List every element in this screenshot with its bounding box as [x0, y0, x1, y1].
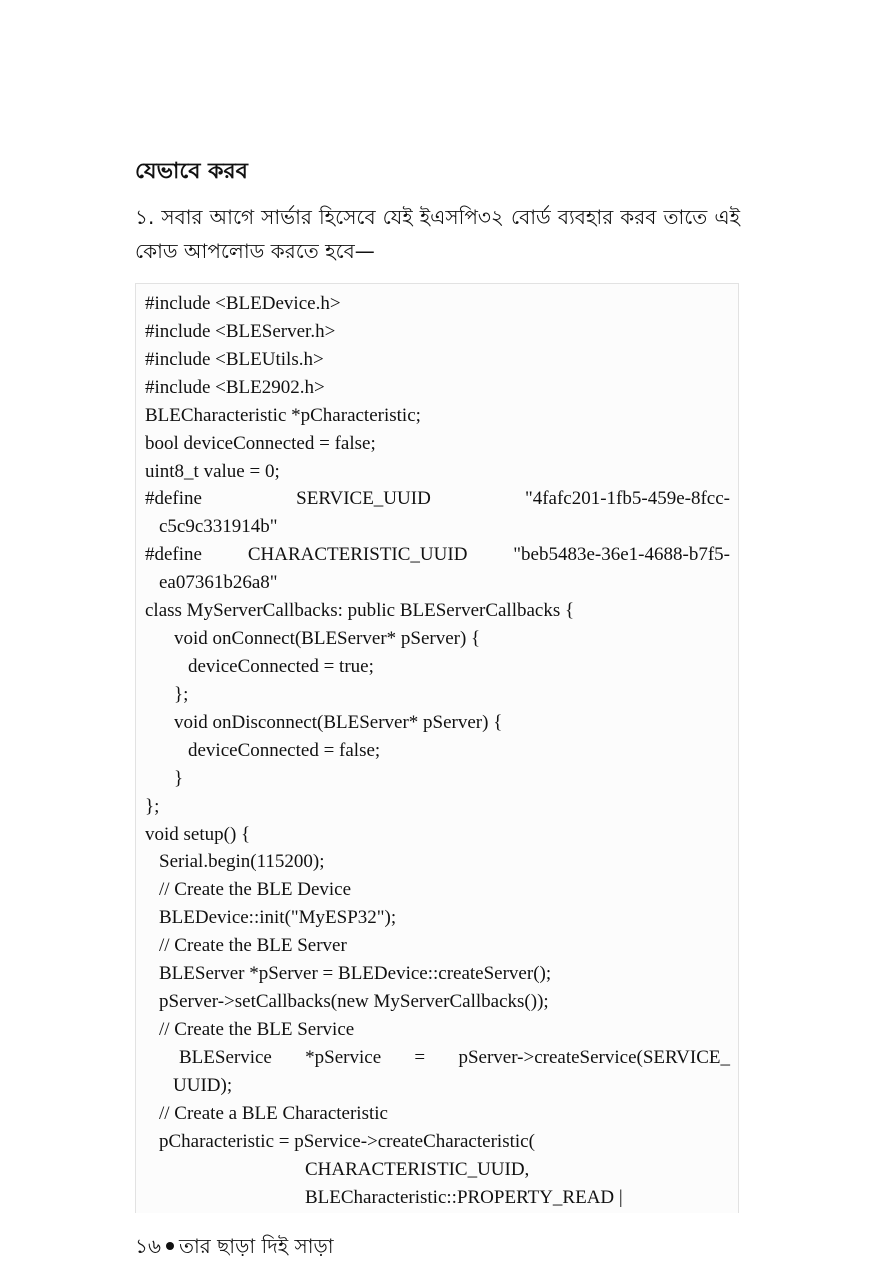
code-line: uint8_t value = 0;	[145, 460, 280, 482]
book-title: তার ছাড়া দিই সাড়া	[178, 1234, 334, 1258]
code-line: Serial.begin(115200);	[159, 851, 325, 873]
intro-paragraph: ১. সবার আগে সার্ভার হিসেবে যেই ইএসপি৩২ বোর্ড ব্যবহার করব তাতে এই কোড আপলোড করতে হবে—	[135, 205, 740, 263]
code-line: }	[174, 767, 184, 789]
page-footer	[135, 1232, 334, 1260]
code-line: #include <BLEServer.h>	[145, 320, 336, 342]
code-line: class MyServerCallbacks: public BLEServerCallbacks {	[145, 600, 575, 622]
code-line: // Create the BLE Server	[159, 935, 347, 957]
code-line: };	[174, 683, 189, 705]
code-line: // Create a BLE Characteristic	[159, 1102, 388, 1124]
page-number: ১৬	[135, 1234, 161, 1258]
code-line: c5c9c331914b"	[159, 516, 278, 538]
code-line: CHARACTERISTIC_UUID,	[305, 1158, 530, 1180]
code-line: // Create the BLE Service	[159, 1018, 355, 1040]
section-heading: যেভাবে করব	[135, 159, 248, 184]
code-line: #define CHARACTERISTIC_UUID "beb5483e-36e1-4688-b7f5-	[145, 544, 730, 566]
code-line: deviceConnected = true;	[188, 655, 374, 677]
code-line: BLECharacteristic::PROPERTY_READ |	[305, 1186, 623, 1208]
code-line: // Create the BLE Device	[159, 879, 352, 901]
code-listing	[145, 290, 730, 1211]
code-line: void setup() {	[145, 823, 251, 845]
code-line: #include <BLE2902.h>	[145, 376, 325, 398]
code-line: UUID);	[173, 1074, 233, 1096]
code-line: bool deviceConnected = false;	[145, 432, 376, 454]
code-line: ea07361b26a8"	[159, 572, 278, 594]
code-line: deviceConnected = false;	[188, 739, 381, 761]
code-line: BLEServer *pServer = BLEDevice::createServer();	[159, 963, 552, 985]
code-line: BLECharacteristic *pCharacteristic;	[145, 404, 421, 426]
code-line: #include <BLEDevice.h>	[145, 293, 341, 314]
code-line: #define SERVICE_UUID "4fafc201-1fb5-459e-8fcc-	[145, 488, 730, 510]
code-line: BLEService *pService = pServer->createService(SERVICE_	[179, 1046, 730, 1068]
code-line: #include <BLEUtils.h>	[145, 348, 324, 370]
code-line: pServer->setCallbacks(new MyServerCallbacks());	[159, 991, 549, 1013]
bullet-icon	[166, 1242, 174, 1250]
code-line: void onConnect(BLEServer* pServer) {	[174, 628, 481, 650]
code-line: void onDisconnect(BLEServer* pServer) {	[174, 711, 503, 733]
code-line: pCharacteristic = pService->createCharacteristic(	[159, 1130, 535, 1152]
code-line: };	[145, 795, 160, 817]
code-line: BLEDevice::init("MyESP32");	[159, 907, 397, 929]
code-block	[135, 283, 739, 1213]
